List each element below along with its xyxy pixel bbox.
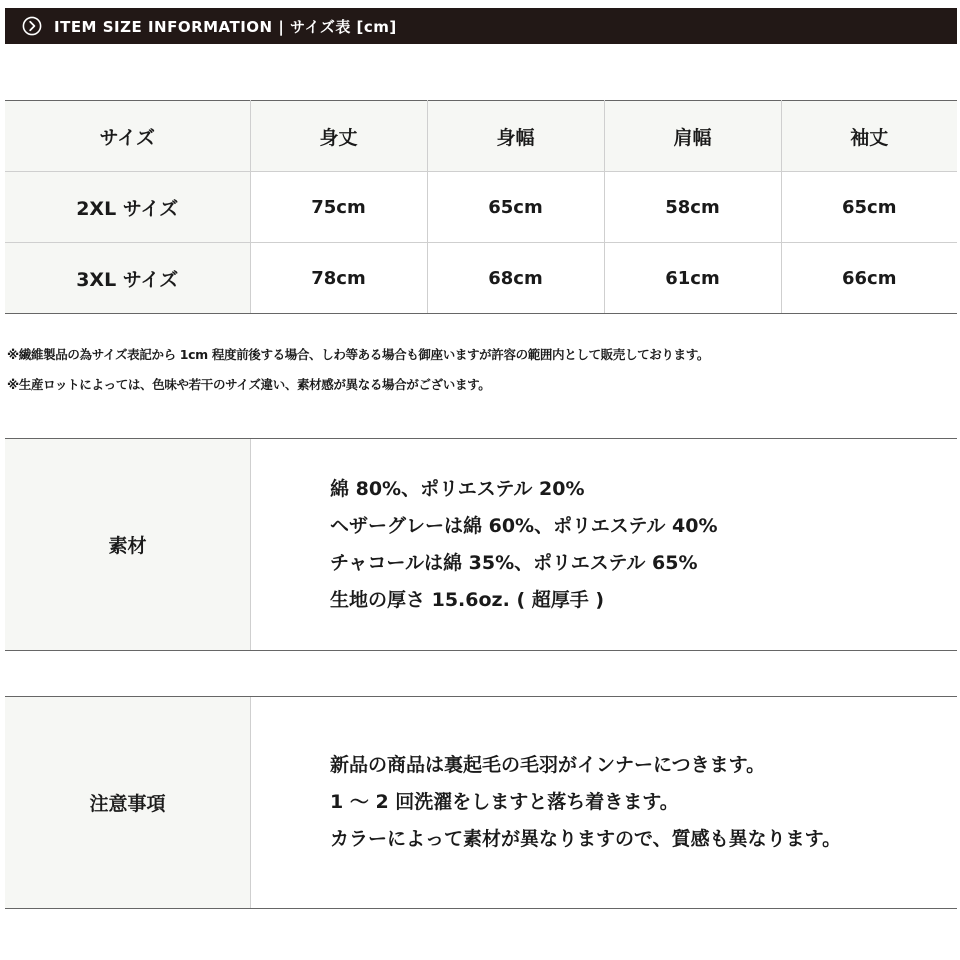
material-details	[251, 439, 957, 650]
material-section	[5, 438, 957, 651]
table-cell: 61cm	[604, 243, 781, 314]
table-cell: 58cm	[604, 172, 781, 243]
caution-line: カラーによって素材が異なりますので、質感も異なります。	[330, 828, 842, 850]
table-cell: 68cm	[427, 243, 604, 314]
table-cell: 65cm	[781, 172, 957, 243]
table-row	[5, 243, 957, 314]
chevron-right-circle-icon	[22, 16, 42, 36]
column-header-sleeve-length: 袖丈	[781, 101, 957, 172]
caution-line: 新品の商品は裏起毛の毛羽がインナーにつきます。	[330, 754, 766, 776]
column-header-body-width: 身幅	[427, 101, 604, 172]
row-label-2xl: 2XL サイズ	[5, 172, 250, 243]
column-header-size: サイズ	[5, 101, 250, 172]
table-row	[5, 172, 957, 243]
table-cell: 65cm	[427, 172, 604, 243]
caution-line: 1 〜 2 回洗濯をしますと落ち着きます。	[330, 791, 679, 813]
table-header-row	[5, 101, 957, 172]
caution-details	[251, 697, 957, 908]
size-info-header	[5, 8, 957, 44]
column-header-body-length: 身丈	[250, 101, 427, 172]
material-line: ヘザーグレーは綿 60%、ポリエステル 40%	[330, 514, 718, 537]
material-line: 生地の厚さ 15.6oz. ( 超厚手 )	[330, 588, 605, 611]
row-label-3xl: 3XL サイズ	[5, 243, 250, 314]
material-line: チャコールは綿 35%、ポリエステル 65%	[330, 551, 698, 574]
column-header-shoulder-width: 肩幅	[604, 101, 781, 172]
caution-label: 注意事項	[5, 697, 251, 908]
material-label: 素材	[5, 439, 251, 650]
table-cell: 78cm	[250, 243, 427, 314]
table-cell: 66cm	[781, 243, 957, 314]
material-line: 綿 80%、ポリエステル 20%	[330, 477, 585, 500]
table-cell: 75cm	[250, 172, 427, 243]
caution-section	[5, 696, 957, 909]
page-title: ITEM SIZE INFORMATION | サイズ表 [cm]	[54, 17, 397, 36]
size-tolerance-note: ※繊維製品の為サイズ表記から 1cm 程度前後する場合、しわ等ある場合も御座いますが許容の範囲内として販売しております。	[7, 347, 709, 362]
size-table	[5, 100, 957, 314]
lot-variation-note: ※生産ロットによっては、色味や若干のサイズ違い、素材感が異なる場合がございます。	[7, 377, 491, 392]
